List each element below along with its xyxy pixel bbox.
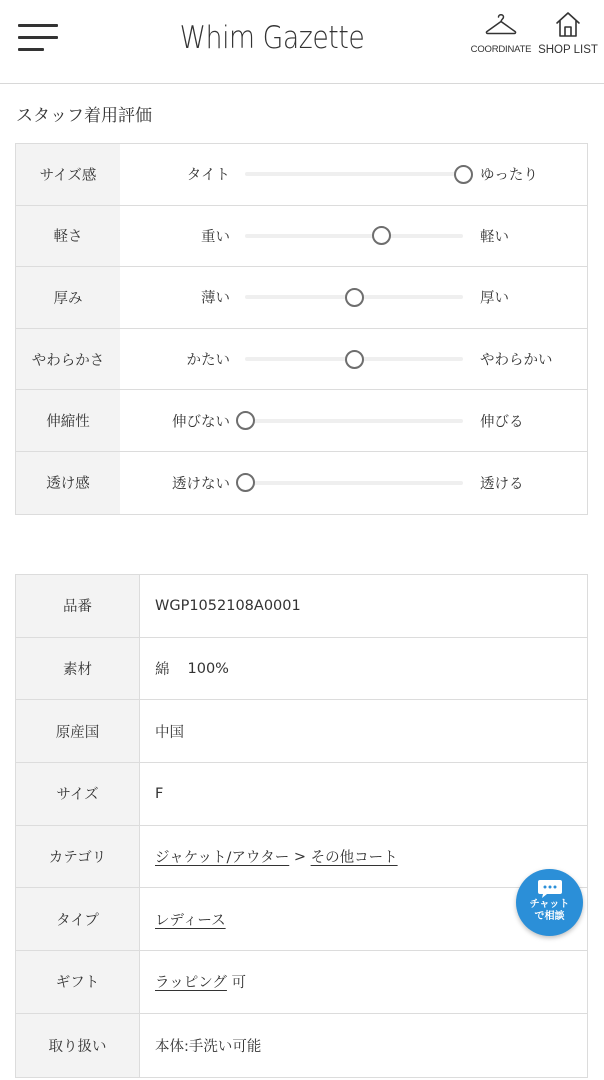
- rating-row: [16, 452, 587, 514]
- hamburger-line: [18, 24, 58, 27]
- rating-slider-knob: [454, 165, 473, 184]
- rating-row-label: やわらかさ: [16, 329, 120, 390]
- type-link-ladies[interactable]: レディース: [155, 912, 226, 929]
- material-name: 綿: [155, 662, 170, 679]
- rating-left-label: 薄い: [201, 290, 230, 307]
- rating-left-label: かたい: [186, 352, 230, 369]
- rating-row-label: 伸縮性: [16, 390, 120, 451]
- rating-right-label: ゆったり: [480, 167, 538, 184]
- site-logo[interactable]: Whim Gazette: [179, 20, 365, 56]
- rating-slider-knob: [236, 473, 255, 492]
- rating-left-label: タイト: [186, 167, 230, 184]
- rating-row: [16, 267, 587, 329]
- rating-right-label: 透ける: [480, 476, 524, 493]
- rating-slider-track: [245, 172, 463, 176]
- spec-label: カテゴリ: [16, 826, 140, 888]
- spec-row-gift: [16, 951, 587, 1014]
- rating-left-label: 重い: [201, 229, 230, 246]
- rating-right-label: やわらかい: [480, 352, 553, 369]
- spec-row-type: [16, 888, 587, 951]
- rating-slider-knob: [372, 226, 391, 245]
- spec-label: 取り扱い: [16, 1014, 140, 1077]
- breadcrumb-separator: >: [289, 848, 311, 865]
- coordinate-link[interactable]: [470, 10, 532, 55]
- rating-row-label: 軽さ: [16, 206, 120, 267]
- spec-row-origin: [16, 700, 587, 763]
- spec-label: サイズ: [16, 763, 140, 825]
- spec-label: ギフト: [16, 951, 140, 1013]
- rating-right-label: 伸びる: [480, 414, 524, 431]
- rating-row: [16, 144, 587, 206]
- rating-slider-track: [245, 234, 463, 238]
- rating-slider-knob: [345, 350, 364, 369]
- rating-slider-track: [245, 419, 463, 423]
- staff-rating-title: スタッフ着用評価: [16, 106, 152, 126]
- spec-row-care: [16, 1014, 587, 1077]
- rating-slider-track: [245, 481, 463, 485]
- category-link-other-coat[interactable]: その他コート: [310, 850, 398, 867]
- rating-slider-track: [245, 357, 463, 361]
- chat-label-line2: で相談: [534, 911, 565, 922]
- gift-wrapping-link[interactable]: ラッピング: [155, 975, 227, 992]
- rating-slider-knob: [345, 288, 364, 307]
- spec-row-size: [16, 763, 587, 826]
- spec-row-category: [16, 826, 587, 889]
- gift-availability: 可: [226, 975, 247, 992]
- rating-row-label: サイズ感: [16, 144, 120, 205]
- spec-row-material: [16, 638, 587, 701]
- spec-value: F: [155, 785, 164, 802]
- hamburger-menu-button[interactable]: [18, 24, 58, 52]
- spec-label: 品番: [16, 575, 140, 637]
- hamburger-line: [18, 36, 58, 39]
- rating-row: [16, 206, 587, 268]
- rating-row-label: 厚み: [16, 267, 120, 328]
- rating-row: [16, 390, 587, 452]
- spec-value: WGP1052108A0001: [155, 597, 301, 614]
- spec-label: タイプ: [16, 888, 140, 950]
- shop-list-link[interactable]: [538, 10, 598, 56]
- shop-list-label: SHOP LIST: [538, 44, 598, 56]
- hanger-icon: [484, 10, 518, 38]
- hamburger-line: [18, 48, 44, 51]
- site-header: [0, 0, 604, 84]
- category-link-jacket-outer[interactable]: ジャケット/アウター: [155, 850, 290, 867]
- rating-right-label: 厚い: [480, 290, 509, 307]
- spec-label: 原産国: [16, 700, 140, 762]
- rating-slider-knob: [236, 411, 255, 430]
- spec-value: 本体:手洗い可能: [155, 1038, 262, 1055]
- spec-value: 中国: [155, 724, 184, 741]
- product-spec-table: [15, 574, 588, 1078]
- rating-left-label: 伸びない: [172, 414, 230, 431]
- spec-row-hinban: [16, 575, 587, 638]
- coordinate-label: COORDINATE: [470, 44, 532, 55]
- rating-left-label: 透けない: [172, 476, 230, 493]
- home-icon: [553, 10, 583, 38]
- rating-slider-track: [245, 295, 463, 299]
- rating-row-label: 透け感: [16, 452, 120, 514]
- chat-label-line1: チャット: [529, 899, 570, 910]
- staff-rating-table: [15, 143, 588, 515]
- chat-consult-button[interactable]: [516, 869, 583, 936]
- material-percentage: 100%: [187, 660, 229, 677]
- spec-label: 素材: [16, 638, 140, 700]
- rating-row: [16, 329, 587, 391]
- rating-right-label: 軽い: [480, 229, 509, 246]
- chat-bubble-icon: [537, 879, 563, 899]
